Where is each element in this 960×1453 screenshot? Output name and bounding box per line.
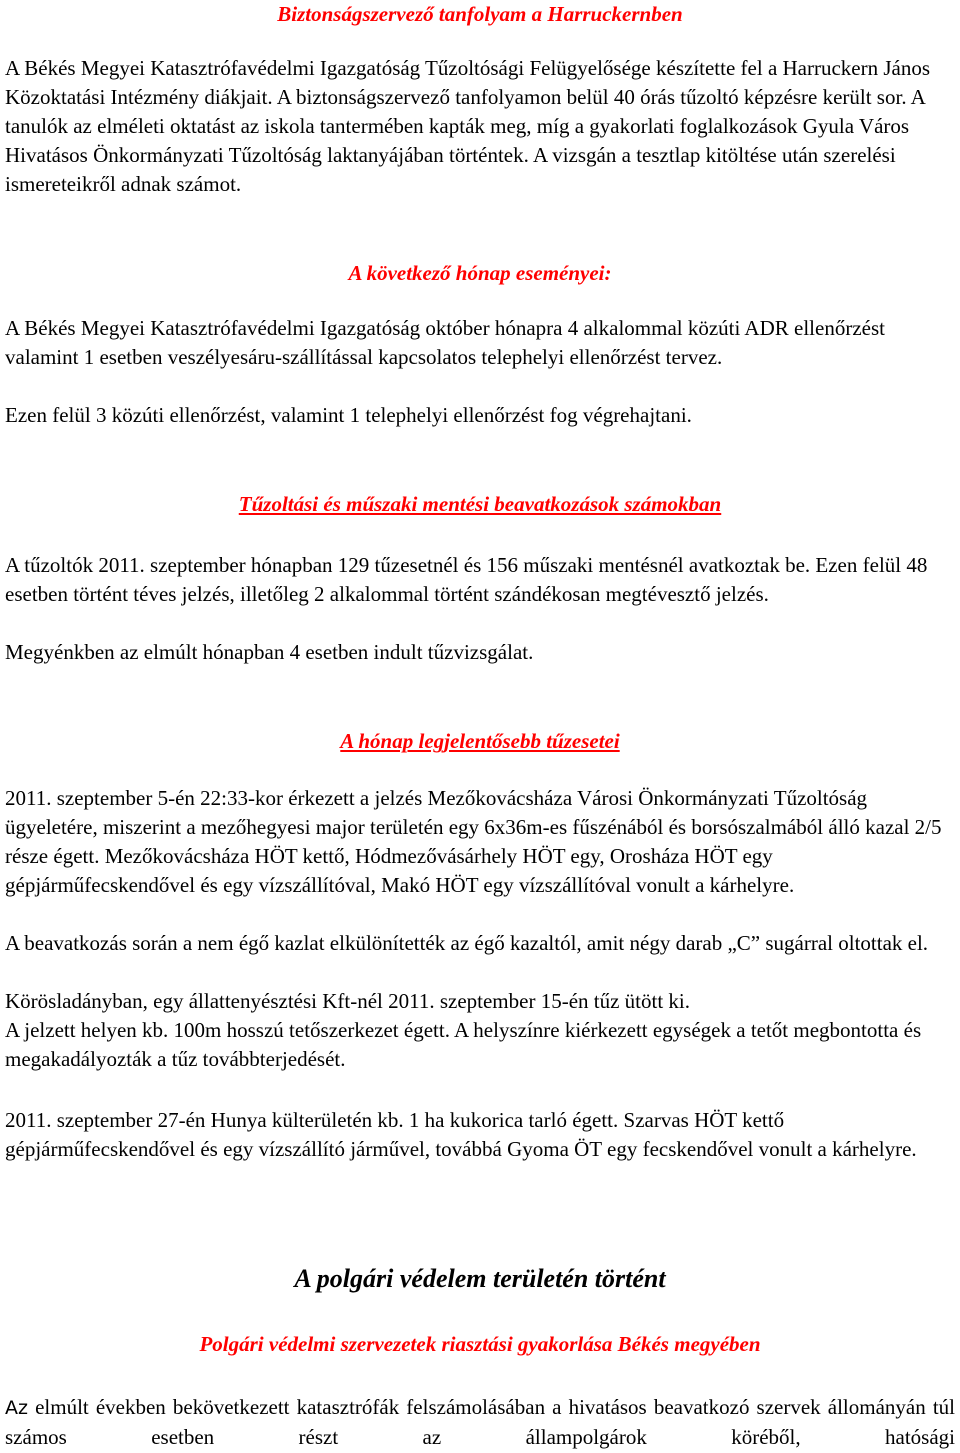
fires-paragraph-2: A beavatkozás során a nem égő kazlat elkülönítették az égő kazaltól, amit négy darab „C” sugárral oltottak el.: [5, 931, 929, 955]
fires-paragraph-5: 2011. szeptember 27-én Hunya külterületén kb. 1 ha kukorica tarló égett. Szarvas HÖT kettő gépjárműfecskendővel és egy vízszállító járművel, továbbá Gyoma ÖT egy fecskendővel vonult a kárhelyre.: [5, 1108, 917, 1161]
next-month-paragraph-2: Ezen felül 3 közúti ellenőrzést, valamint 1 telephelyi ellenőrzést fog végrehajtani.: [5, 403, 692, 427]
statistics-paragraph-1: A tűzoltók 2011. szeptember hónapban 129 tűzesetnél és 156 műszaki mentésnél avatkoztak be. Ezen felül 48 esetben történt téves jelzés, illetőleg 2 alkalommal történt szándékosan megtévesztő jelzés.: [5, 553, 928, 606]
fires-paragraph-4: A jelzett helyen kb. 100m hosszú tetőszerkezet égett. A helyszínre kiérkezett egységek a tetőt megbontotta és megakadályozták a tűz továbbterjedését.: [5, 1018, 922, 1071]
next-month-title: A következő hónap eseményei:: [348, 261, 612, 285]
course-paragraph: A Békés Megyei Katasztrófavédelmi Igazgatóság Tűzoltósági Felügyelősége készítette fel a Harruckern János Közoktatási Intézmény diákjait. A biztonságszervező tanfolyamon belül 40 órás tűzoltó képzésre került sor. A tanulók az elméleti oktatást az iskola tantermében kapták meg, míg a gyakorlati foglalkozások Gyula Város Hivatásos Önkormányzati Tűzoltóság laktanyájában történtek. A vizsgán a tesztlap kitöltése után szerelési ismereteikről adnak számot.: [5, 56, 931, 196]
paragraph-remainder: elmúlt években bekövetkezett katasztrófák felszámolásában a hivatásos beavatkozó szervek állományán túl számos esetben részt az állampolgárok köréből, hatósági: [5, 1395, 955, 1449]
civil-protection-title: A polgári védelem területén történt: [294, 1264, 666, 1293]
fires-title: A hónap legjelentősebb tűzesetei: [340, 729, 620, 753]
civil-protection-subtitle: Polgári védelmi szervezetek riasztási gyakorlása Békés megyében: [199, 1332, 761, 1356]
civil-protection-paragraph: [5, 1393, 955, 1452]
fires-paragraph-1: 2011. szeptember 5-én 22:33-kor érkezett a jelzés Mezőkovácsháza Városi Önkormányzati Tűzoltóság ügyeletére, miszerint a mezőhegyesi major területén egy 6x36m-es fűszénából és borsószalmából álló kazal 2/5 része égett. Mezőkovácsháza HÖT kettő, Hódmezővásárhely HÖT egy, Orosháza HÖT egy gépjárműfecskendővel és egy vízszállítóval, Makó HÖT egy vízszállítóval vonult a kárhelyre.: [5, 786, 942, 897]
statistics-paragraph-2: Megyénkben az elmúlt hónapban 4 esetben indult tűzvizsgálat.: [5, 640, 534, 664]
fires-paragraph-3: Körösladányban, egy állattenyésztési Kft-nél 2011. szeptember 15-én tűz ütött ki.: [5, 989, 691, 1013]
statistics-title: Tűzoltási és műszaki mentési beavatkozások számokban: [238, 492, 722, 516]
course-section-title: Biztonságszervező tanfolyam a Harruckernben: [277, 2, 683, 26]
next-month-paragraph-1: A Békés Megyei Katasztrófavédelmi Igazgatóság október hónapra 4 alkalommal közúti ADR ellenőrzést valamint 1 esetben veszélyesáru-szállítással kapcsolatos telephelyi ellenőrzést tervez.: [5, 316, 885, 369]
paragraph-first-word: Az: [5, 1397, 28, 1419]
